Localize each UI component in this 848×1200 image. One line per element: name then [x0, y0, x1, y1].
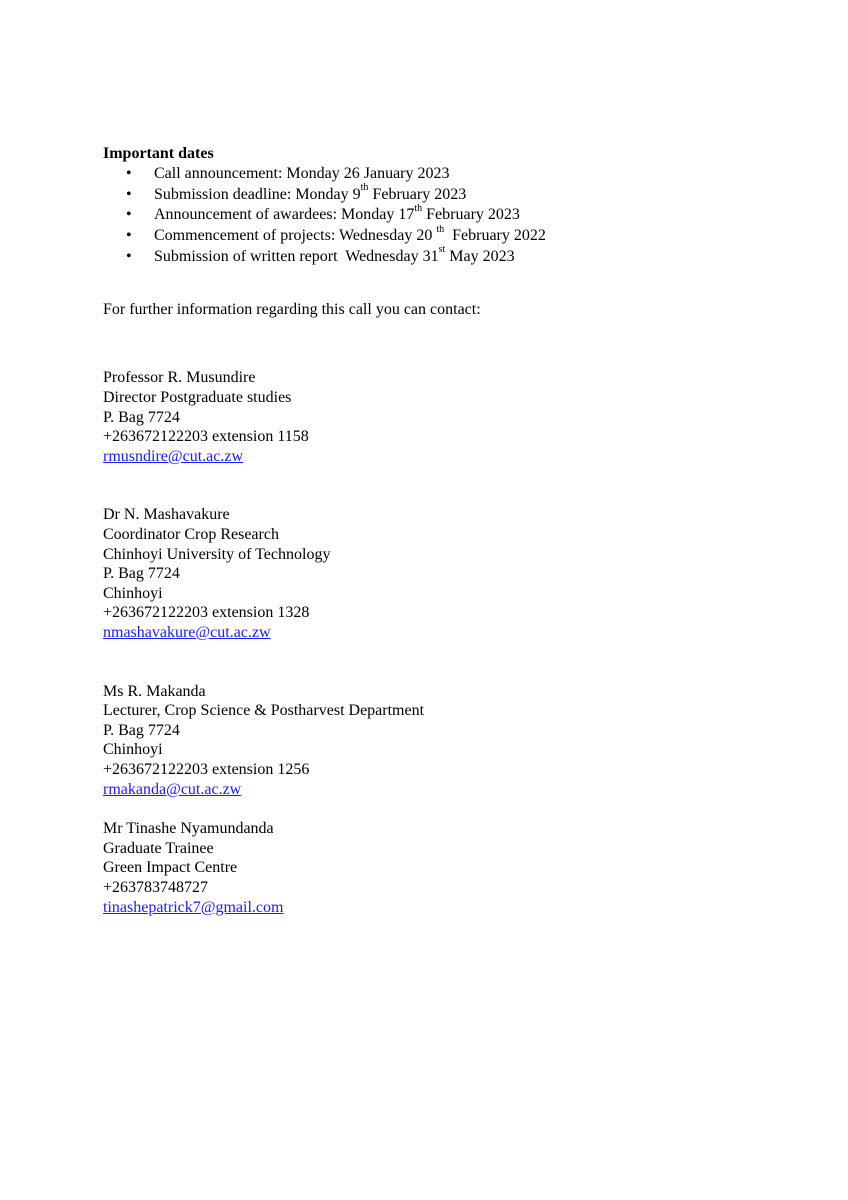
important-dates-heading: Important dates [103, 145, 214, 162]
bullet-icon: • [126, 227, 132, 245]
contact-title: Graduate Trainee [103, 839, 214, 857]
bullet-icon: • [126, 206, 132, 224]
contact-city: Chinhoyi [103, 584, 163, 602]
contact-address: P. Bag 7724 [103, 721, 180, 739]
bullet-icon: • [126, 165, 132, 182]
contact-email-link[interactable]: rmakanda@cut.ac.zw [103, 780, 242, 798]
contact-email-link[interactable]: nmashavakure@cut.ac.zw [103, 623, 271, 641]
contact-organization: Green Impact Centre [103, 859, 238, 877]
contact-block [103, 819, 803, 917]
date-item-call-announcement: • Call announcement: Monday 26 January 2023 [103, 164, 803, 185]
contact-block [103, 368, 803, 466]
contact-phone: +263672122203 extension 1328 [103, 604, 310, 622]
contact-name: Mr Tinashe Nyamundanda [103, 820, 274, 838]
contact-title: Lecturer, Crop Science & Postharvest Department [103, 702, 425, 720]
contact-email-link[interactable]: rmusndire@cut.ac.zw [103, 447, 244, 465]
contact-name: Professor R. Musundire [103, 369, 256, 387]
contact-title: Director Postgraduate studies [103, 389, 292, 407]
contact-address: P. Bag 7724 [103, 565, 180, 583]
contact-institution: Chinhoyi University of Technology [103, 545, 331, 563]
date-item-commencement-of-projects: • Commencement of projects: Wednesday 20 $^{th}$ February 2022 [103, 226, 803, 247]
contact-email-link[interactable]: tinashepatrick7@gmail.com [103, 898, 284, 916]
contact-phone: +263672122203 extension 1256 [103, 760, 310, 778]
contact-name: Dr N. Mashavakure [103, 506, 230, 524]
document-page [103, 144, 803, 917]
contact-name: Ms R. Makanda [103, 682, 206, 700]
date-item-written-report: • Submission of written report Wednesday 31st May 2023 [103, 247, 803, 268]
contact-block [103, 505, 803, 642]
bullet-icon: • [126, 185, 132, 203]
contact-city: Chinhoyi [103, 741, 163, 759]
contact-phone: +263783748727 [103, 878, 209, 896]
bullet-icon: • [126, 247, 132, 265]
contact-title: Coordinator Crop Research [103, 526, 279, 543]
contact-intro: For further information regarding this call you can contact: [103, 301, 481, 319]
contact-block [103, 682, 803, 800]
contact-phone: +263672122203 extension 1158 [103, 428, 309, 446]
contact-address: P. Bag 7724 [103, 408, 180, 426]
date-item-announcement-of-awardees: • Announcement of awardees: Monday 17th February 2023 [103, 205, 803, 226]
date-item-submission-deadline: • Submission deadline: Monday 9th February 2023 [103, 185, 803, 206]
important-dates-list [103, 164, 803, 267]
